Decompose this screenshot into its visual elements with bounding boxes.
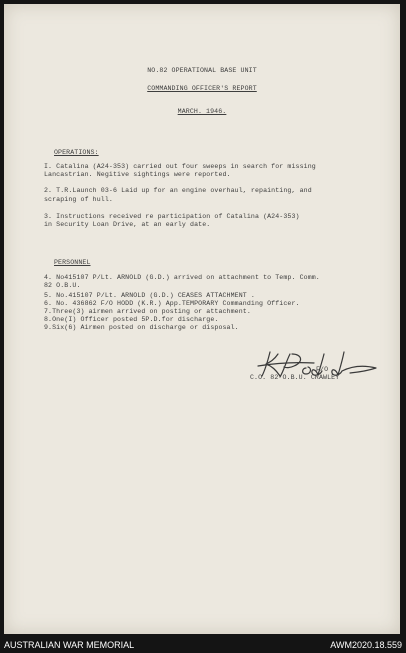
personnel-item: 82 O.B.U. — [44, 282, 81, 289]
footer-institution: AUSTRALIAN WAR MEMORIAL — [4, 640, 135, 650]
signatory-title: C.O. 82 O.B.U. CRAWLEY — [250, 374, 340, 381]
operations-item-1-line-1: I. Catalina (A24-353) carried out four sweeps in search for missing — [44, 163, 316, 170]
operations-item-3-line-1: 3. Instructions received re participation of Catalina (A24-353) — [44, 213, 300, 220]
signatory-rank: F/O — [316, 366, 329, 373]
personnel-item: 9.Six(6) Airmen posted on discharge or disposal. — [44, 324, 239, 331]
document-page — [4, 4, 400, 634]
operations-heading: OPERATIONS: — [54, 149, 99, 156]
unit-heading: NO.82 OPERATIONAL BASE UNIT — [147, 67, 257, 74]
operations-item-1-line-2: Lancastrian. Negitive sightings were reported. — [44, 171, 231, 178]
operations-item-3-line-2: in Security Loan Drive, at an early date. — [44, 221, 211, 228]
personnel-item: 5. No.415107 P/Lt. ARNOLD (G.D.) CEASES ATTACHMENT . — [44, 292, 255, 299]
operations-item-2-line-2: scraping of hull. — [44, 196, 113, 203]
personnel-item: 8.One(I) Officer posted 5P.D.for discharge. — [44, 316, 219, 323]
footer-bar — [0, 636, 406, 653]
footer-accession-number: AWM2020.18.559 — [330, 640, 402, 650]
personnel-heading: PERSONNEL — [54, 259, 91, 266]
personnel-item: 7.Three(3) airmen arrived on posting or attachment. — [44, 308, 251, 315]
operations-item-2-line-1: 2. T.R.Launch 03-6 Laid up for an engine overhaul, repainting, and — [44, 187, 312, 194]
report-period: MARCH. 1946. — [177, 108, 227, 115]
personnel-item: 4. No415107 P/Lt. ARNOLD (G.D.) arrived on attachment to Temp. Comm. — [44, 274, 320, 281]
report-title: COMMANDING OFFICER'S REPORT — [147, 85, 257, 92]
personnel-item: 6. No. 436862 F/O HODD (K.R.) App.TEMPORARY Commanding Officer. — [44, 300, 300, 307]
